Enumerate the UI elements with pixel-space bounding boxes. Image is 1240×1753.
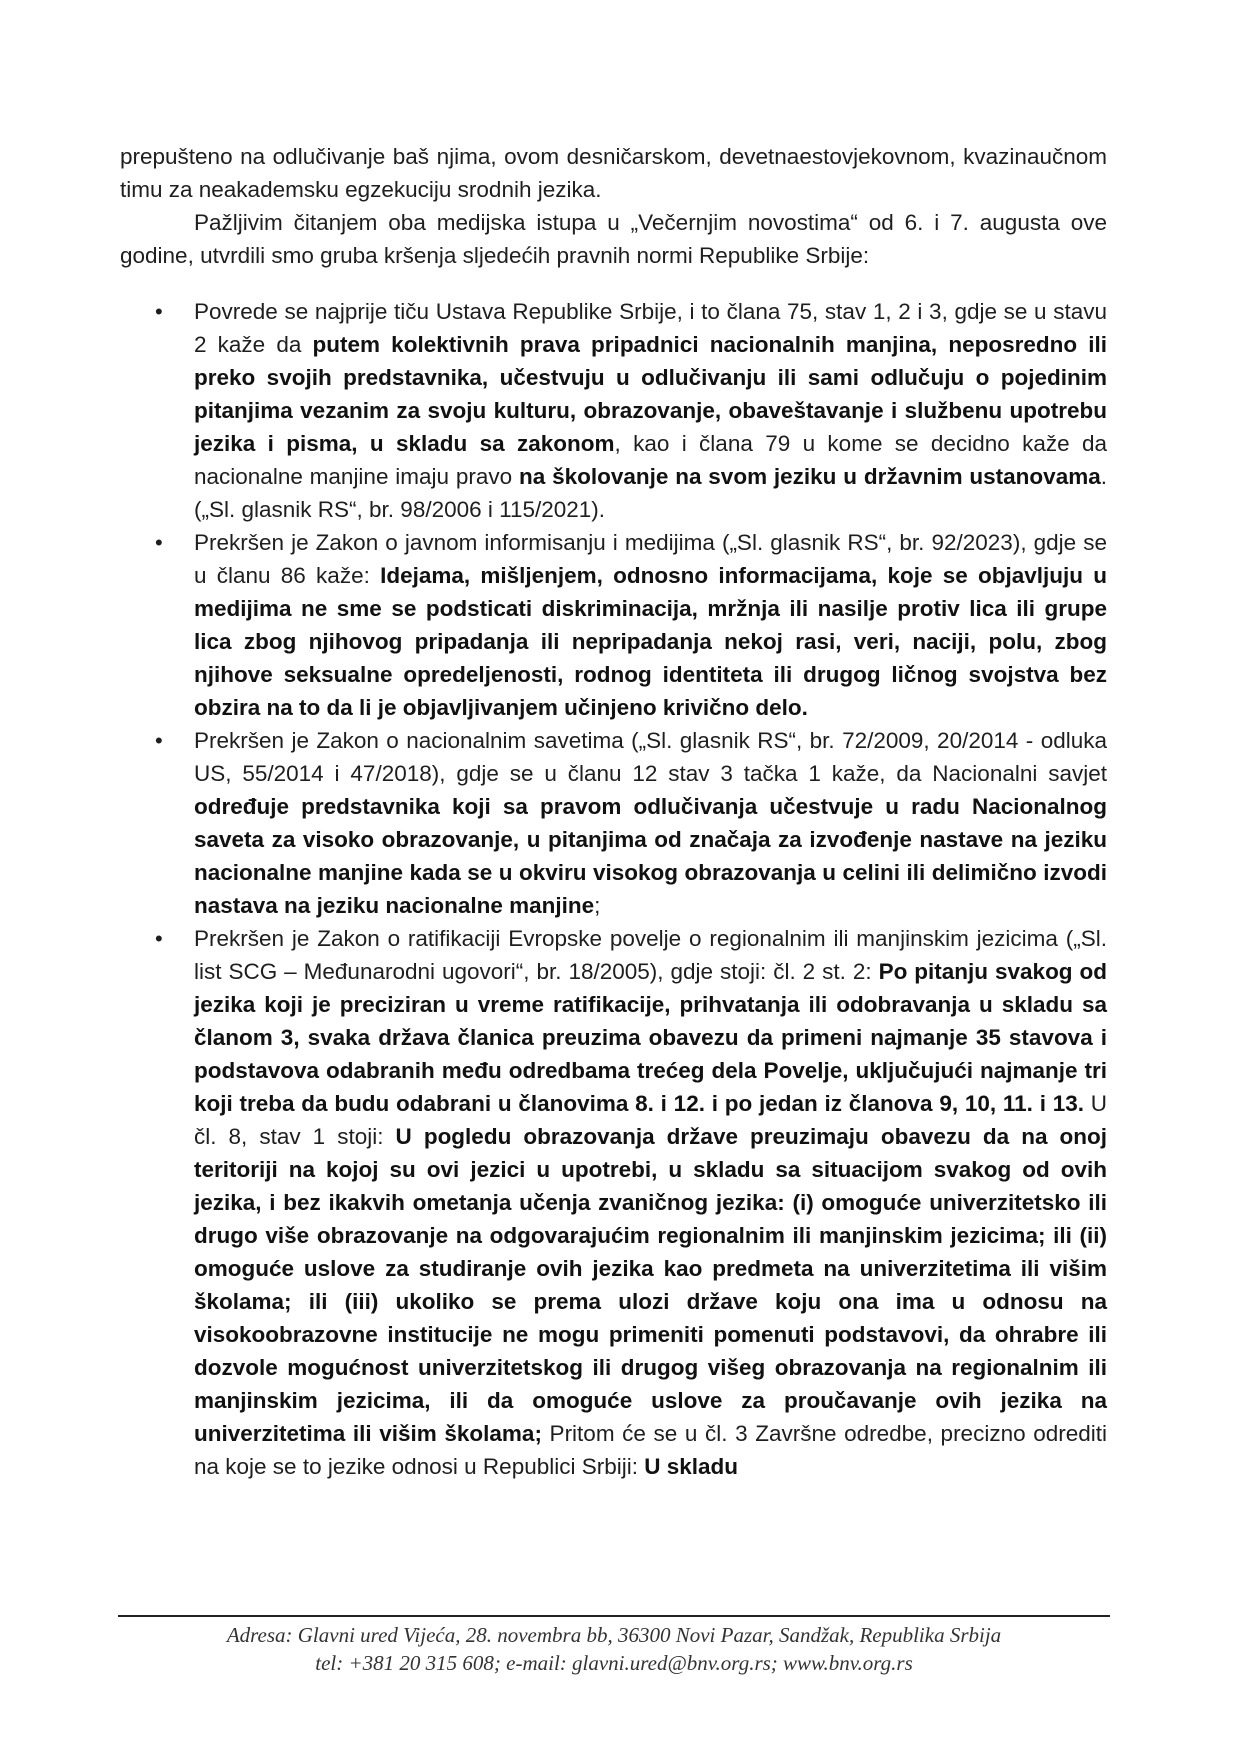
list-item-media-law — [120, 526, 1107, 724]
item-text: , kao i člana 79 u kome se decidno kaže da nacionalne manjine imaju pravo — [194, 431, 1107, 489]
item-text: Prekršen je Zakon o nacionalnim savetima („Sl. glasnik RS“, br. 72/2009, 20/2014 - odluka US, 55/2014 i 47/2018), gdje se u članu 12 stav 3 tačka 1 kaže, da Nacionalni savjet — [194, 728, 1107, 786]
footer-address: Adresa: Glavni ured Vijeća, 28. novembra bb, 36300 Novi Pazar, Sandžak, Republika Srbija — [226, 1623, 1002, 1647]
list-item-constitution — [120, 295, 1107, 526]
letterhead-footer — [118, 1615, 1110, 1677]
item-text: Prekršen je Zakon o javnom informisanju i medijima („Sl. glasnik RS“, br. 92/2023), gdje se u članu 86 kaže: — [194, 530, 1107, 588]
item-bold-quote: na školovanje na svom jeziku u državnim ustanovama — [519, 464, 1101, 489]
intro-paragraph — [120, 206, 1107, 272]
item-bold-quote: U skladu — [644, 1454, 739, 1479]
violations-list — [120, 295, 1107, 1483]
bullet-icon: • — [155, 299, 163, 324]
bullet-icon: • — [155, 530, 163, 555]
bullet-icon: • — [155, 926, 163, 951]
item-text: Prekršen je Zakon o ratifikaciji Evropske povelje o regionalnim ili manjinskim jezicima („Sl. list SCG – Međunarodni ugovori“, br. 18/2005), gdje stoji: čl. 2 st. 2: — [194, 926, 1107, 984]
item-bold-quote: putem kolektivnih prava pripadnici nacionalnih manjina, neposredno ili preko svojih predstavnika, učestvuju u odlučivanju ili sami odlučuju o pojedinim pitanjima vezanim za svoju kulturu, obrazovanje, obaveštavanje i službenu upotrebu jezika i pisma, u skladu sa zakonom — [194, 332, 1107, 456]
bullet-icon: • — [155, 728, 163, 753]
item-text: U čl. 8, stav 1 stoji: — [194, 1091, 1107, 1149]
footer-divider — [118, 1615, 1110, 1617]
item-text: Povrede se najprije tiču Ustava Republike Srbije, i to člana 75, stav 1, 2 i 3, gdje se u stavu 2 kaže da — [194, 299, 1107, 357]
letter-body — [120, 140, 1107, 1483]
item-text: Pritom će se u čl. 3 Završne odredbe, precizno odrediti na koje se to jezike odnosi u Republici Srbiji: — [194, 1421, 1108, 1479]
item-text: . („Sl. glasnik RS“, br. 98/2006 i 115/2021). — [194, 464, 1107, 522]
opening-text: prepušteno na odlučivanje baš njima, ovom desničarskom, devetnaestovjekovnom, kvazinaučnom timu za neakademsku egzekuciju srodnih jezika. — [120, 144, 1107, 202]
footer-contact: tel: +381 20 315 608; e-mail: glavni.ured@bnv.org.rs; www.bnv.org.rs — [315, 1651, 913, 1675]
list-item-national-councils-law — [120, 724, 1107, 922]
list-item-european-charter — [120, 922, 1107, 1483]
item-bold-quote: U pogledu obrazovanja države preuzimaju obavezu da na onoj teritoriji na kojoj su ovi jezici u upotrebi, u skladu sa situacijom svakog od ovih jezika, i bez ikakvih ometanja učenja zvaničnog jezika: (i) omoguće univerzitetsko ili drugo više obrazovanje na odgovarajućim regionalnim ili manjinskim jezicima; ili (ii) omoguće uslove za studiranje ovih jezika kao predmeta na univerzitetima ili višim školama; ili (iii) ukoliko se prema ulozi države koju ona ima u odnosu na visokoobrazovne institucije ne mogu primeniti pomenuti podstavovi, da ohrabre ili dozvole mogućnost univerzitetskog ili drugog višeg obrazovanja na regionalnim ili manjinskim jezicima, ili da omoguće uslove za proučavanje ovih jezika na univerzitetima ili višim školama; — [194, 1124, 1107, 1446]
item-text: ; — [594, 893, 601, 918]
opening-paragraph — [120, 140, 1107, 206]
item-bold-quote: određuje predstavnika koji sa pravom odlučivanja učestvuje u radu Nacionalnog saveta za visoko obrazovanje, u pitanjima od značaja za izvođenje nastave na jeziku nacionalne manjine kada se u okviru visokog obrazovanja u celini ili delimično izvodi nastava na jeziku nacionalne manjine — [194, 794, 1107, 918]
item-bold-quote: Po pitanju svakog od jezika koji je preciziran u vreme ratifikacije, prihvatanja ili odobravanja u skladu sa članom 3, svaka država članica preuzima obavezu da primeni najmanje 35 stavova i podstavova odabranih među odredbama trećeg dela Povelje, uključujući najmanje tri koji treba da budu odabrani u članovima 8. i 12. i po jedan iz članova 9, 10, 11. i 13. — [194, 959, 1108, 1116]
item-bold-quote: Idejama, mišljenjem, odnosno informacijama, koje se objavljuju u medijima ne sme se podsticati diskriminacija, mržnja ili nasilje protiv lica ili grupe lica zbog njihovog pripadanja ili nepripadanja nekoj rasi, veri, naciji, polu, zbog njihove seksualne opredeljenosti, rodnog identiteta ili drugog ličnog svojstva bez obzira na to da li je objavljivanjem učinjeno krivično delo. — [194, 563, 1107, 720]
intro-text: Pažljivim čitanjem oba medijska istupa u „Večernjim novostima“ od 6. i 7. augusta ove godine, utvrdili smo gruba kršenja sljedećih pravnih normi Republike Srbije: — [120, 210, 1107, 268]
